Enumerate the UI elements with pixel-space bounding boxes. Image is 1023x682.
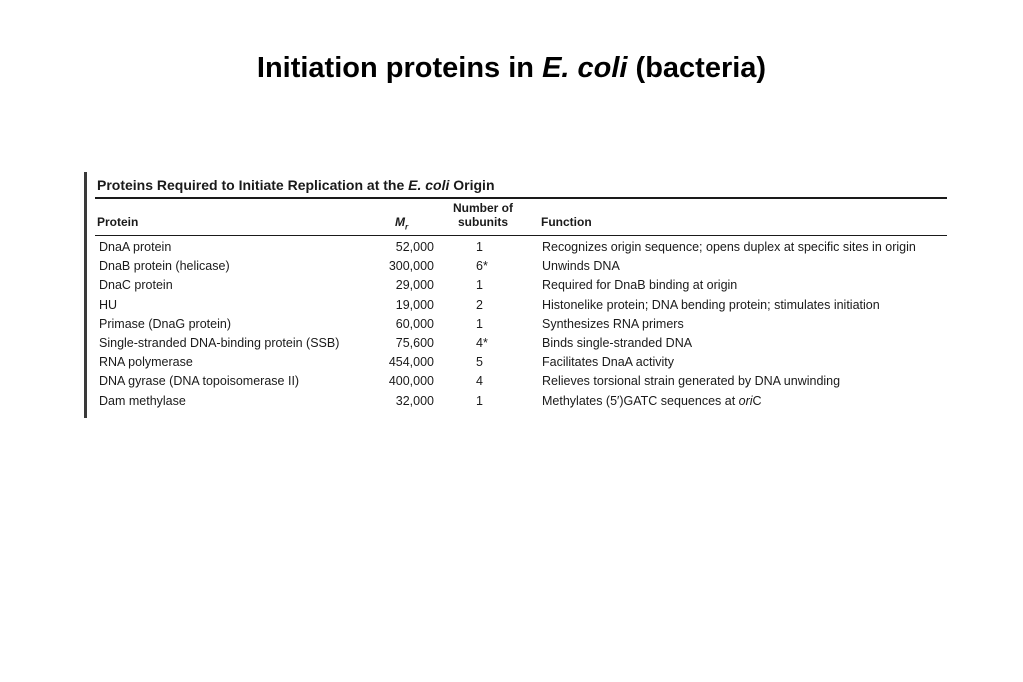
cell-subunits: 1 xyxy=(476,278,483,293)
table-caption-suffix: Origin xyxy=(453,177,495,193)
slide-title xyxy=(0,52,1023,85)
column-header-mr xyxy=(395,215,408,234)
cell-subunits: 4* xyxy=(476,335,488,350)
cell-function-text: Methylates (5′)GATC sequences at xyxy=(542,393,739,408)
cell-mr: 75,600 xyxy=(395,335,434,350)
table-row xyxy=(84,257,950,276)
cell-subunits: 6* xyxy=(476,259,488,274)
proteins-table-figure xyxy=(84,172,950,418)
table-header-rule xyxy=(95,235,947,236)
cell-function: Required for DnaB binding at origin xyxy=(542,278,738,293)
slide-title-suffix: (bacteria) xyxy=(635,52,767,84)
table-caption-organism: E. coli xyxy=(408,177,450,193)
table-caption xyxy=(97,177,495,193)
cell-protein: DNA gyrase (DNA topoisomerase II) xyxy=(99,374,300,389)
table-row xyxy=(84,238,950,257)
cell-function-italic: ori xyxy=(738,393,753,408)
slide-title-text: Initiation proteins in xyxy=(256,52,534,84)
column-header-protein: Protein xyxy=(97,215,139,229)
table-row xyxy=(84,392,950,411)
subunits-header-line2: subunits xyxy=(458,215,508,229)
subunits-header-line1: Number of xyxy=(453,201,513,215)
cell-subunits: 2 xyxy=(476,297,483,312)
column-header-subunits xyxy=(450,201,516,229)
cell-function: Facilitates DnaA activity xyxy=(542,355,674,370)
cell-protein: Primase (DnaG protein) xyxy=(99,316,231,331)
cell-mr: 19,000 xyxy=(395,297,434,312)
mr-symbol: M xyxy=(395,215,405,229)
table-row xyxy=(84,315,950,334)
slide-title-organism: E. coli xyxy=(542,52,628,84)
cell-function xyxy=(542,393,762,409)
cell-protein: RNA polymerase xyxy=(99,355,193,370)
cell-function: Histonelike protein; DNA bending protein; stimulates initiation xyxy=(542,297,880,312)
cell-function-suffix: C xyxy=(752,393,762,408)
cell-mr: 32,000 xyxy=(395,393,434,408)
cell-protein: DnaC protein xyxy=(99,278,173,293)
table-top-rule xyxy=(95,197,947,199)
cell-subunits: 5 xyxy=(476,355,483,370)
cell-mr: 454,000 xyxy=(388,355,434,370)
table-row xyxy=(84,296,950,315)
cell-protein: Dam methylase xyxy=(99,393,186,408)
cell-function: Recognizes origin sequence; opens duplex at specific sites in origin xyxy=(542,240,916,254)
cell-protein: Single-stranded DNA-binding protein (SSB) xyxy=(99,335,340,350)
table-row xyxy=(84,334,950,353)
cell-mr: 60,000 xyxy=(395,316,434,331)
cell-protein: HU xyxy=(99,297,118,312)
cell-protein: DnaB protein (helicase) xyxy=(99,259,230,274)
cell-subunits: 4 xyxy=(476,374,483,389)
cell-function: Binds single-stranded DNA xyxy=(542,335,693,350)
cell-subunits: 1 xyxy=(476,240,483,254)
cell-subunits: 1 xyxy=(476,393,483,408)
table-caption-text: Proteins Required to Initiate Replication at the xyxy=(97,177,405,193)
table-row xyxy=(84,276,950,295)
table-body xyxy=(84,238,950,411)
column-header-function: Function xyxy=(541,215,592,229)
cell-function: Relieves torsional strain generated by DNA unwinding xyxy=(542,374,841,389)
table-row xyxy=(84,353,950,372)
mr-subscript: r xyxy=(405,222,409,232)
cell-subunits: 1 xyxy=(476,316,483,331)
table-row xyxy=(84,372,950,391)
cell-mr: 400,000 xyxy=(388,374,434,389)
cell-mr: 52,000 xyxy=(395,240,434,254)
cell-function: Synthesizes RNA primers xyxy=(542,316,684,331)
cell-function: Unwinds DNA xyxy=(542,259,620,274)
cell-protein: DnaA protein xyxy=(99,240,172,254)
cell-mr: 29,000 xyxy=(395,278,434,293)
cell-mr: 300,000 xyxy=(388,259,434,274)
